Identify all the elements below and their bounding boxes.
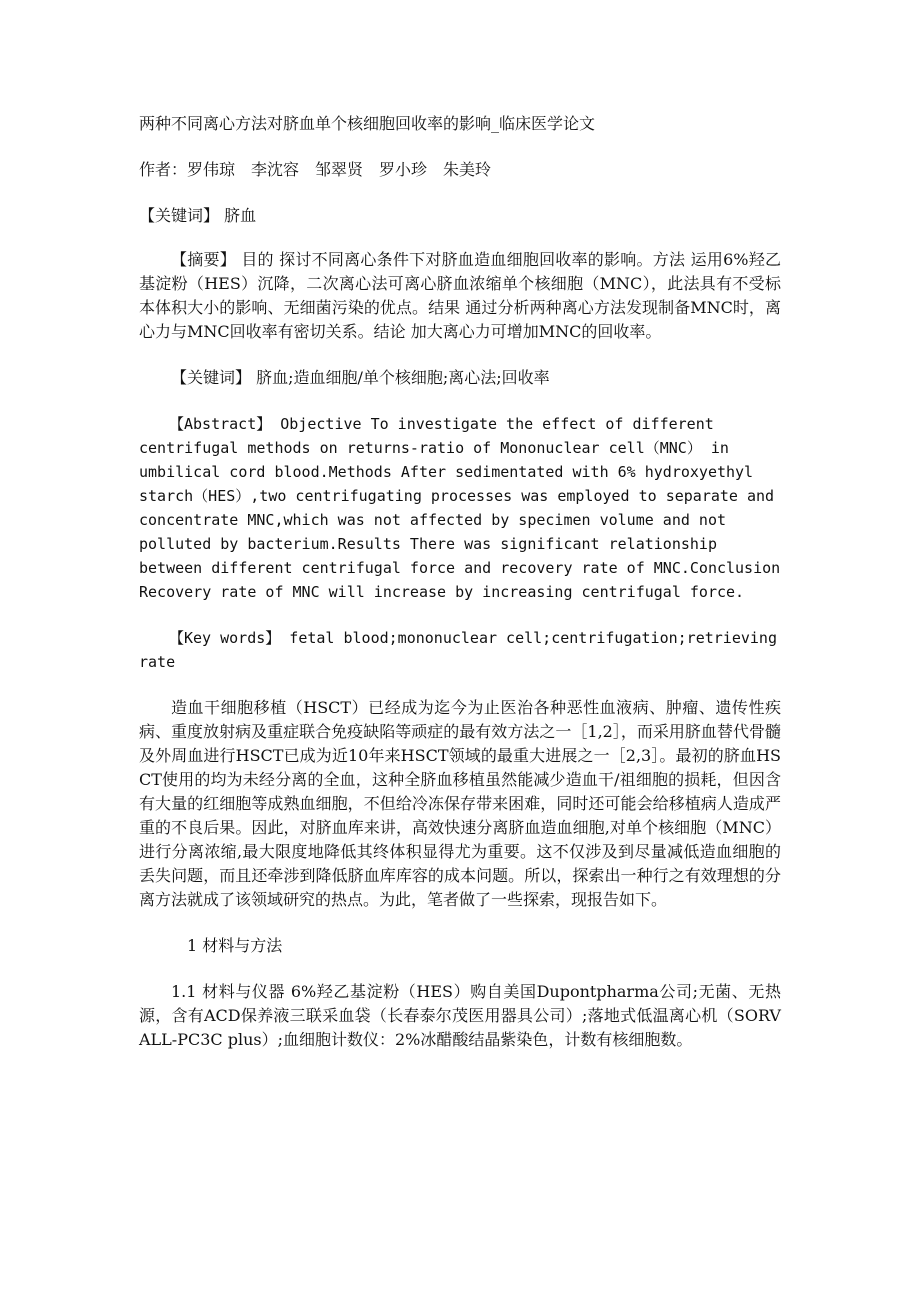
keywords-english	[139, 626, 781, 674]
section-heading: 1 材料与方法	[187, 936, 283, 955]
abstract-text: 目的 探讨不同离心条件下对脐血造血细胞回收率的影响。方法 运用6%羟乙基淀粉（HES）沉降，二次离心法可离心脐血浓缩单个核细胞（MNC），此法具有不受标本体积大小的影响、无细菌污染的优点。结果 通过分析两种离心方法发现制备MNC时，离心力与MNC回收率有密切关系。结论 加大离心力可增加MNC的回收率。	[139, 250, 781, 341]
keywords-chinese	[139, 366, 781, 390]
abstract-en-label: 【Abstract】	[169, 415, 272, 433]
author-line: 作者：罗伟琼 李沈容 邹翠贤 罗小珍 朱美玲	[139, 160, 492, 179]
introduction-paragraph: 造血干细胞移植（HSCT）已经成为迄今为止医治各种恶性血液病、肿瘤、遗传性疾病、重度放射病及重症联合免疫缺陷等顽症的最有效方法之一［1,2］，而采用脐血替代骨髓及外周血进行HSCT已成为近10年来HSCT领域的最重大进展之一［2,3］。最初的脐血HSCT使用的均为未经分离的全血，这种全脐血移植虽然能减少造血干/祖细胞的损耗，但因含有大量的红细胞等成熟血细胞，不但给冷冻保存带来困难，同时还可能会给移植病人造成严重的不良后果。因此，对脐血库来讲，高效快速分离脐血造血细胞,对单个核细胞（MNC）进行分离浓缩,最大限度地降低其终体积显得尤为重要。这不仅涉及到尽量减低造血细胞的丢失问题，而且还牵涉到降低脐血库库容的成本问题。所以，探索出一种行之有效理想的分离方法就成了该领域研究的热点。为此，笔者做了一些探索，现报告如下。	[139, 698, 781, 909]
abstract-label: 【摘要】	[171, 250, 236, 269]
keywords-en-text: fetal blood;mononuclear cell;centrifugation;retrieving rate	[139, 629, 777, 671]
abstract-chinese	[139, 248, 781, 344]
keywords-label: 【关键词】	[171, 368, 252, 387]
keywords-text: 脐血;造血细胞/单个核细胞;离心法;回收率	[251, 368, 550, 387]
abstract-en-text: Objective To investigate the effect of different centrifugal methods on returns-ratio of Mononuclear cell（MNC） in umbilical cord blood.Methods After sedimentated with 6% hydroxyethyl starch（HES）,two centrifugating processes was employed to separate and concentrate MNC,which was not affected by specimen volume and not polluted by bacterium.Results There was significant relationship between different centrifugal force and recovery rate of MNC.Conclusion Recovery rate of MNC will increase by increasing centrifugal force.	[139, 415, 781, 601]
document-title: 两种不同离心方法对脐血单个核细胞回收率的影响_临床医学论文	[139, 114, 596, 133]
document-body	[139, 112, 781, 1074]
materials-paragraph: 1.1 材料与仪器 6%羟乙基淀粉（HES）购自美国Dupontpharma公司;无菌、无热源，含有ACD保养液三联采血袋（长春泰尔茂医用器具公司）;落地式低温离心机（SORVALL-PC3C plus）;血细胞计数仪：2%冰醋酸结晶紫染色，计数有核细胞数。	[139, 982, 781, 1049]
abstract-english	[139, 412, 781, 604]
keywords-short: 【关键词】 脐血	[139, 206, 257, 225]
keywords-en-label: 【Key words】	[169, 629, 281, 647]
